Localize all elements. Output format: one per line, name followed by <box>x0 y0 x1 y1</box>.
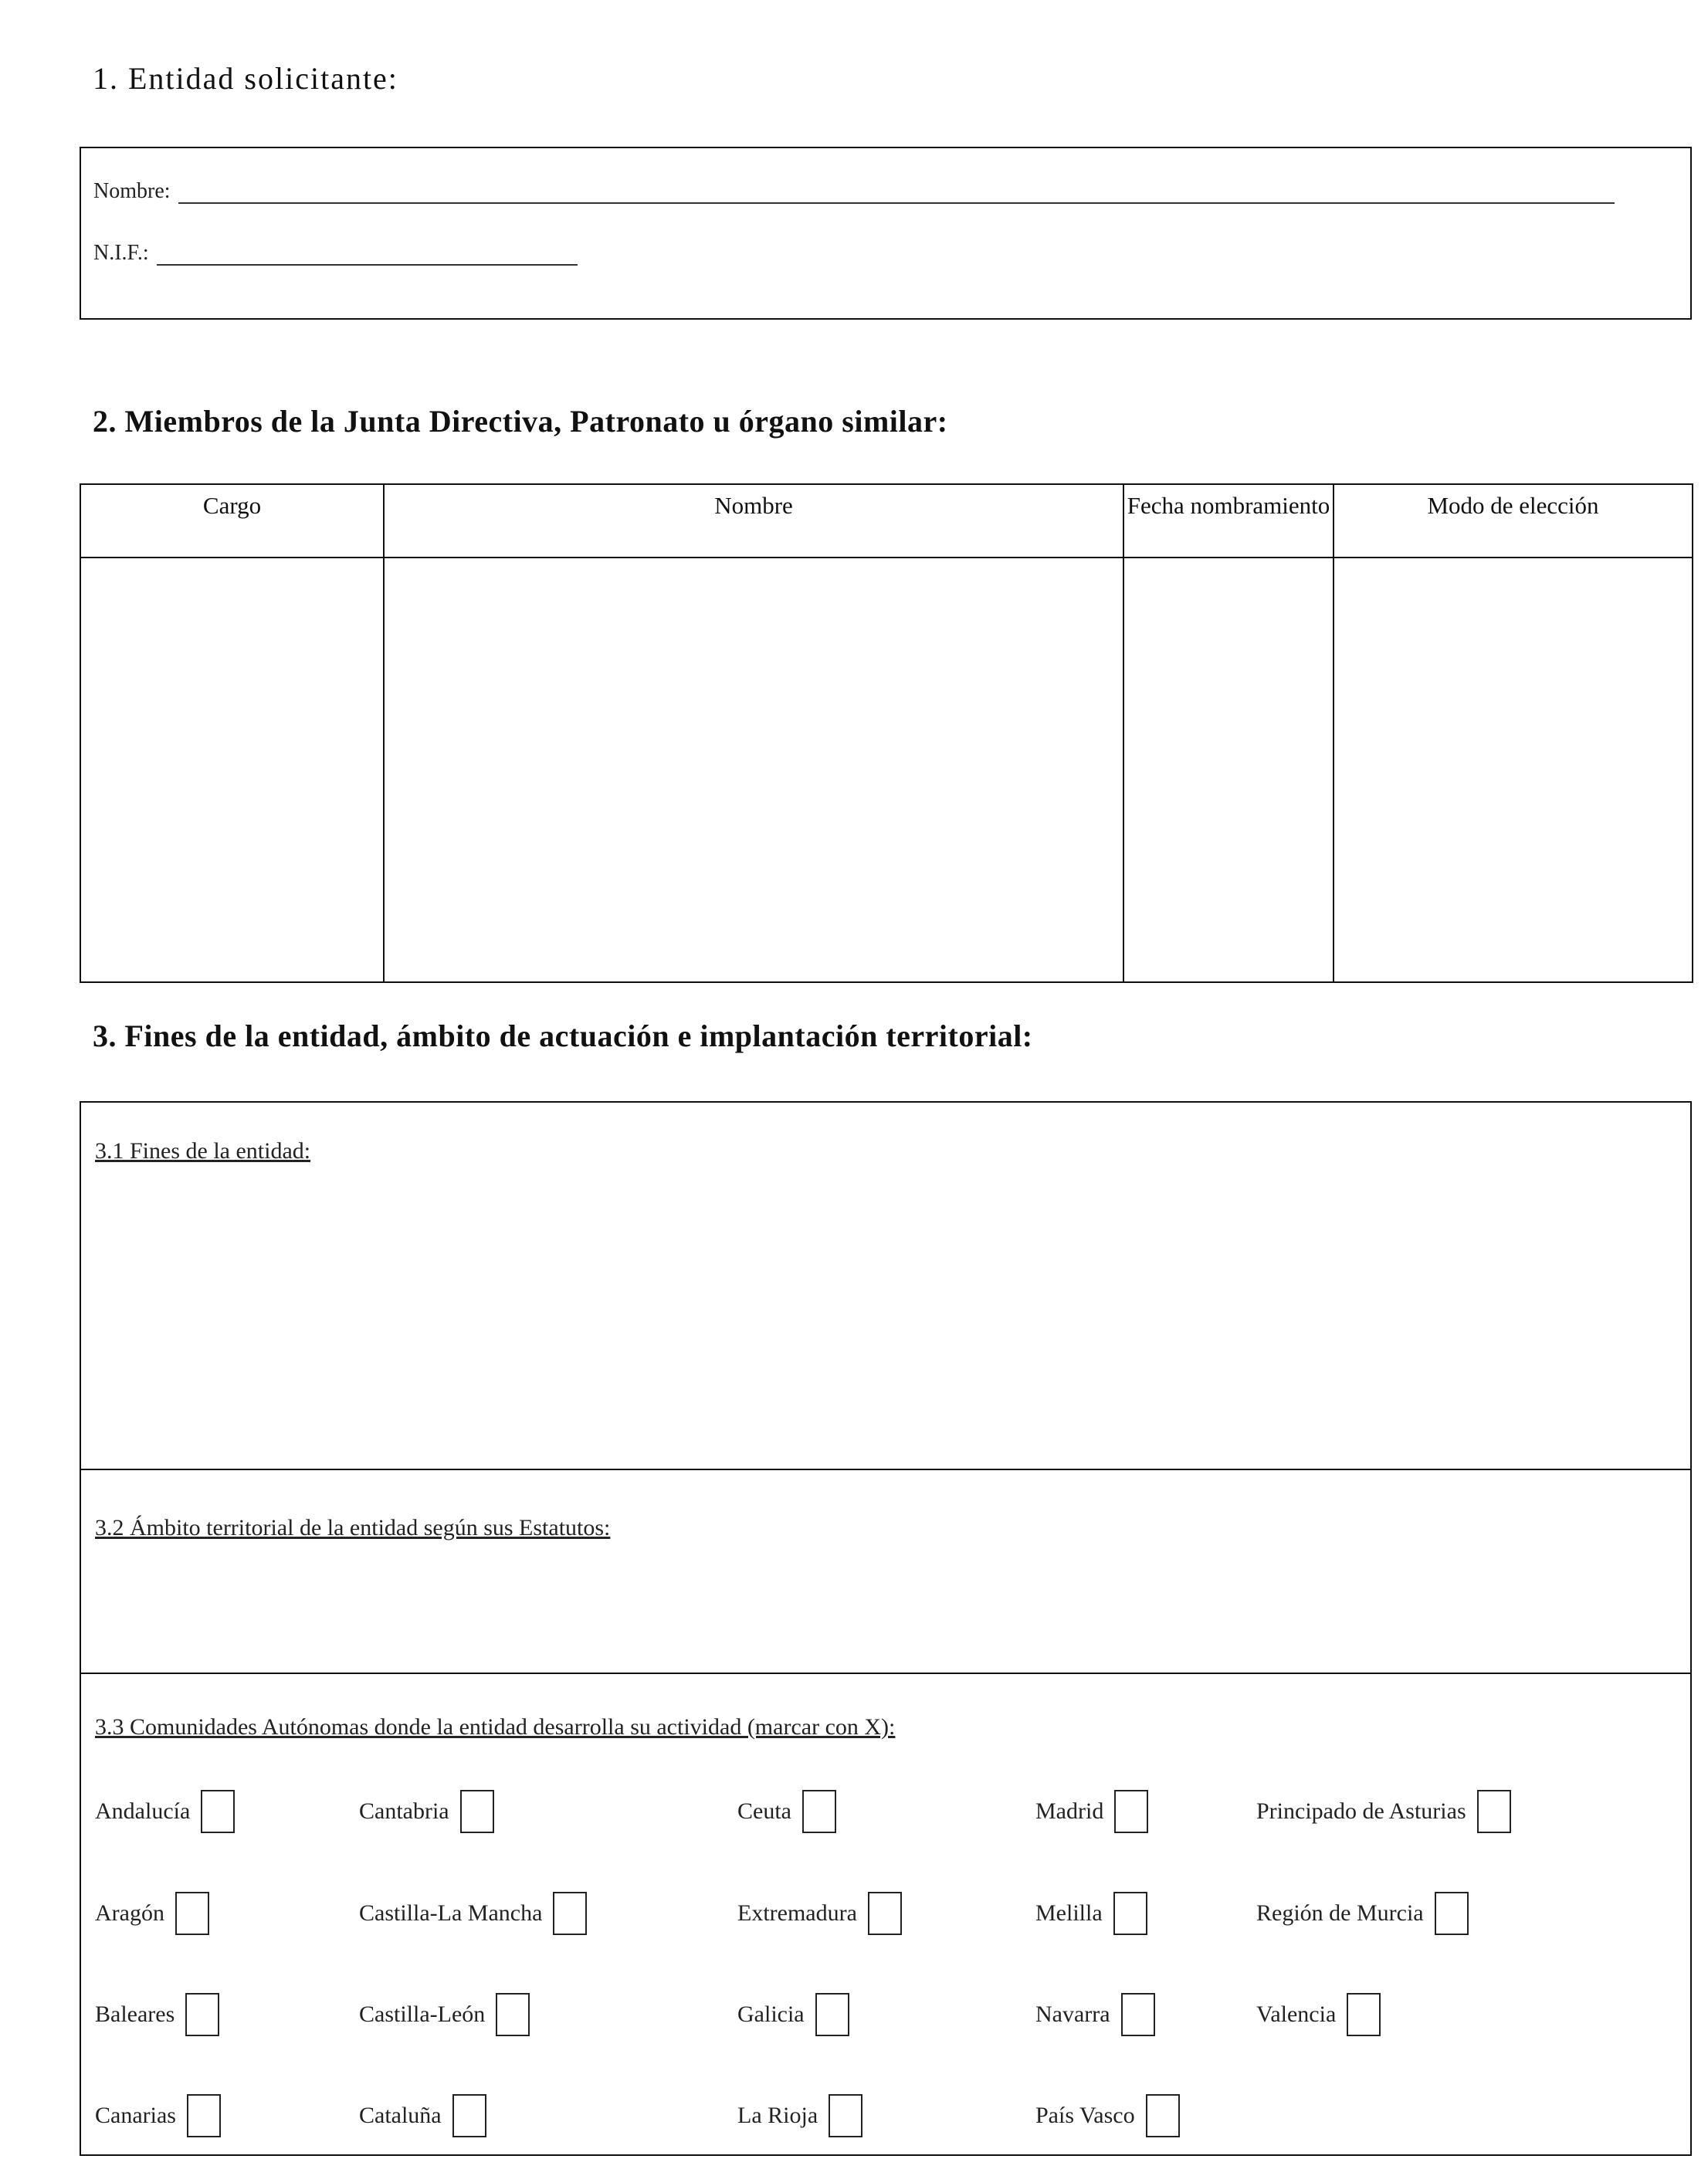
region-item <box>1035 1790 1148 1833</box>
region-item <box>737 1892 902 1935</box>
region-item <box>1035 2094 1180 2137</box>
fecha-cell[interactable] <box>1123 558 1334 982</box>
region-checkbox[interactable] <box>460 1790 494 1833</box>
region-label: País Vasco <box>1035 2103 1135 2128</box>
ccaa-subsection <box>81 1673 1690 2157</box>
region-item <box>737 1993 849 2036</box>
region-label: Baleares <box>95 2001 175 2027</box>
region-label: Extremadura <box>737 1900 857 1926</box>
region-checkbox[interactable] <box>187 2094 221 2137</box>
region-label: Canarias <box>95 2103 176 2128</box>
nombre-cell[interactable] <box>384 558 1123 982</box>
region-checkbox[interactable] <box>1347 1993 1381 2036</box>
region-checkbox[interactable] <box>201 1790 235 1833</box>
region-label: Ceuta <box>737 1798 791 1824</box>
column-header-nombre: Nombre <box>384 484 1123 558</box>
table-header-row <box>80 484 1693 558</box>
region-label: Castilla-León <box>359 2001 486 2027</box>
ambito-label: 3.2 Ámbito territorial de la entidad según sus Estatutos: <box>95 1515 611 1540</box>
region-label: Valencia <box>1256 2001 1337 2027</box>
region-checkbox[interactable] <box>1477 1790 1511 1833</box>
region-item <box>95 1993 219 2036</box>
section-2-title: 2. Miembros de la Junta Directiva, Patronato u órgano similar: <box>93 404 948 439</box>
region-checkbox[interactable] <box>1114 1790 1148 1833</box>
section-3-title: 3. Fines de la entidad, ámbito de actuación e implantación territorial: <box>93 1018 1033 1053</box>
nif-row <box>93 241 578 266</box>
nif-label: N.I.F.: <box>93 241 149 265</box>
region-label: Principado de Asturias <box>1256 1798 1466 1824</box>
region-checkbox[interactable] <box>815 1993 849 2036</box>
column-header-fecha: Fecha nombramiento <box>1123 484 1334 558</box>
region-label: Cataluña <box>359 2103 442 2128</box>
region-item <box>95 1892 209 1935</box>
region-item <box>1256 1892 1469 1935</box>
region-item <box>1256 1790 1511 1833</box>
column-header-modo: Modo de elección <box>1334 484 1693 558</box>
region-item <box>359 1892 587 1935</box>
region-checkbox[interactable] <box>1113 1892 1147 1935</box>
ambito-subsection[interactable] <box>81 1469 1690 1674</box>
region-item <box>359 1993 530 2036</box>
fines-subsection[interactable] <box>81 1103 1690 1469</box>
region-item <box>1256 1993 1381 2036</box>
region-item <box>1035 1892 1147 1935</box>
section-1-title: 1. Entidad solicitante: <box>93 61 398 96</box>
region-checkbox[interactable] <box>829 2094 862 2137</box>
cargo-cell[interactable] <box>80 558 384 982</box>
region-label: Galicia <box>737 2001 805 2027</box>
ccaa-label: 3.3 Comunidades Autónomas donde la entidad desarrolla su actividad (marcar con X): <box>95 1714 896 1740</box>
column-header-cargo: Cargo <box>80 484 384 558</box>
region-checkbox[interactable] <box>185 1993 219 2036</box>
region-checkbox[interactable] <box>1121 1993 1155 2036</box>
region-checkbox[interactable] <box>868 1892 902 1935</box>
modo-cell[interactable] <box>1334 558 1693 982</box>
region-item <box>1035 1993 1155 2036</box>
region-label: Aragón <box>95 1900 164 1926</box>
fines-box <box>80 1101 1692 2156</box>
fines-label: 3.1 Fines de la entidad: <box>95 1138 311 1164</box>
region-item <box>95 1790 235 1833</box>
region-item <box>95 2094 221 2137</box>
nombre-row <box>93 179 1615 204</box>
region-item <box>359 2094 486 2137</box>
nombre-field[interactable] <box>178 179 1615 204</box>
junta-directiva-table <box>80 483 1693 983</box>
nombre-label: Nombre: <box>93 179 171 203</box>
region-label: Andalucía <box>95 1798 191 1824</box>
entidad-solicitante-box <box>80 147 1692 320</box>
table-row <box>80 558 1693 982</box>
region-label: Castilla-La Mancha <box>359 1900 543 1926</box>
region-checkbox[interactable] <box>553 1892 587 1935</box>
region-checkbox[interactable] <box>496 1993 530 2036</box>
region-label: Madrid <box>1035 1798 1104 1824</box>
region-label: Navarra <box>1035 2001 1110 2027</box>
region-item <box>359 1790 494 1833</box>
region-checkbox[interactable] <box>452 2094 486 2137</box>
region-checkbox[interactable] <box>802 1790 836 1833</box>
region-label: Melilla <box>1035 1900 1103 1926</box>
region-label: La Rioja <box>737 2103 818 2128</box>
region-label: Región de Murcia <box>1256 1900 1424 1926</box>
region-label: Cantabria <box>359 1798 449 1824</box>
region-item <box>737 2094 862 2137</box>
nif-field[interactable] <box>157 241 578 266</box>
region-checkbox[interactable] <box>175 1892 209 1935</box>
region-checkbox[interactable] <box>1435 1892 1469 1935</box>
region-checkbox[interactable] <box>1146 2094 1180 2137</box>
region-item <box>737 1790 836 1833</box>
